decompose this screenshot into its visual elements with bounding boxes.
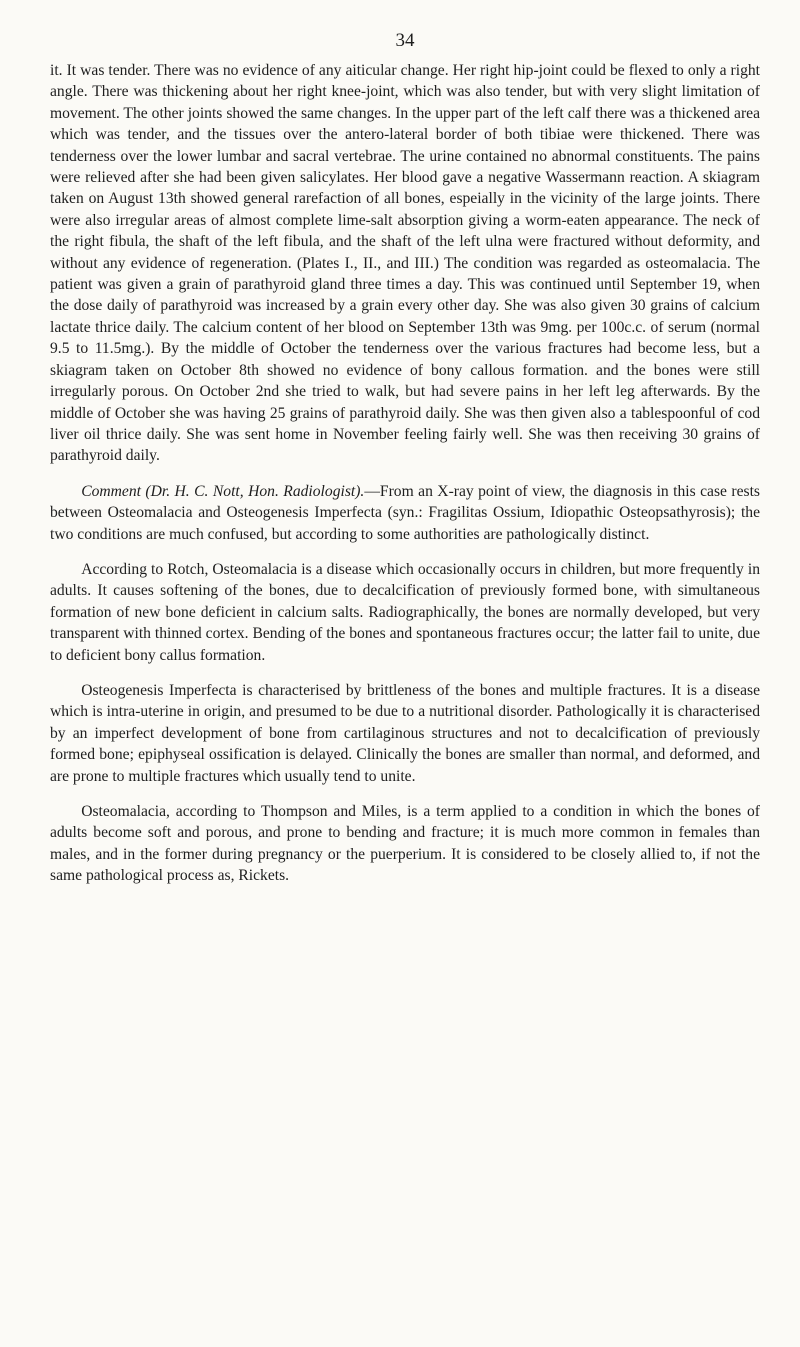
comment-text: —From an X-ray point of view, the diagnosis in this case rests between Osteomalacia and Osteogenesis Imperfecta (syn.: Fragilitas Ossium, Idiopathic Osteopsathyrosis); the two conditions are much confused, but according to some authorities are pathologically distinct. xyxy=(50,482,760,543)
page-number: 34 xyxy=(395,30,415,51)
osteomalacia-thompson-miles-paragraph: Osteomalacia, according to Thompson and Miles, is a term applied to a condition in which the bones of adults become soft and porous, and prone to bending and fracture; it is much more common in females than males, and in the former during pregnancy or the puerperium. It is considered to be closely allied to, if not the same pathological process as, Rickets. xyxy=(50,803,760,885)
case-notes-paragraph: it. It was tender. There was no evidence of any aiticular change. Her right hip-joint could be flexed to only a right angle. There was thickening about her right knee-joint, which was also tender, but with very slight limitation of movement. The other joints showed the same changes. In the upper part of the left calf there was a thickened area which was tender, and the tissues over the antero-lateral border of both tibiae were thickened. There was tenderness over the lower lumbar and sacral vertebrae. The urine contained no abnormal constituents. The pains were relieved after she had been given salicylates. Her blood gave a negative Wassermann reaction. A skiagram taken on August 13th showed general rarefaction of all bones, espeially in the vicinity of the large joints. There were also irregular areas of almost complete lime-salt absorption giving a worm-eaten appearance. The neck of the right fibula, the shaft of the left fibula, and the shaft of the left ulna were fractured without deformity, and without any evidence of regeneration. (Plates I., II., and III.) The condition was regarded as osteomalacia. The patient was given a grain of parathyroid gland three times a day. This was continued until September 19, when the dose daily of parathyroid was increased by a grain every other day. She was also given 30 grains of calcium lactate thrice daily. The calcium content of her blood on September 13th was 9mg. per 100c.c. of serum (normal 9.5 to 11.5mg.). By the middle of October the tenderness over the various fractures had become less, but a skiagram taken on October 8th showed no evidence of bony callous formation. and the bones were still irregularly porous. On October 2nd she tried to walk, but had severe pains in her left leg afterwards. By the middle of October she was having 25 grains of parathyroid daily. She was then given also a tablespoonful of cod liver oil thrice daily. She was sent home in November feeling fairly well. She was then receiving 30 grains of parathyroid daily. xyxy=(50,62,760,465)
osteomalacia-rotch-paragraph: According to Rotch, Osteomalacia is a disease which occasionally occurs in children, but more frequently in adults. It causes softening of the bones, due to decalcification of previously formed bone, with simultaneous formation of new bone deficient in calcium salts. Radiographically, the bones are normally developed, but very transparent with thinned cortex. Bending of the bones and spontaneous fractures occur; the latter fail to unite, due to deficient bony callus formation. xyxy=(50,560,760,664)
osteogenesis-imperfecta-paragraph: Osteogenesis Imperfecta is characterised by brittleness of the bones and multiple fractures. It is a disease which is intra-uterine in origin, and presumed to be due to a nutritional disorder. Pathologically it is characterised by an imperfect development of bone from cartilaginous structures and not to decalcification of previously formed bone; epiphyseal ossification is delayed. Clinically the bones are smaller than normal, and deformed, and are prone to multiple fractures which usually tend to unite. xyxy=(50,681,760,785)
comment-heading: Comment (Dr. H. C. Nott, Hon. Radiologist). xyxy=(81,482,365,500)
radiologist-comment-paragraph xyxy=(50,481,760,545)
